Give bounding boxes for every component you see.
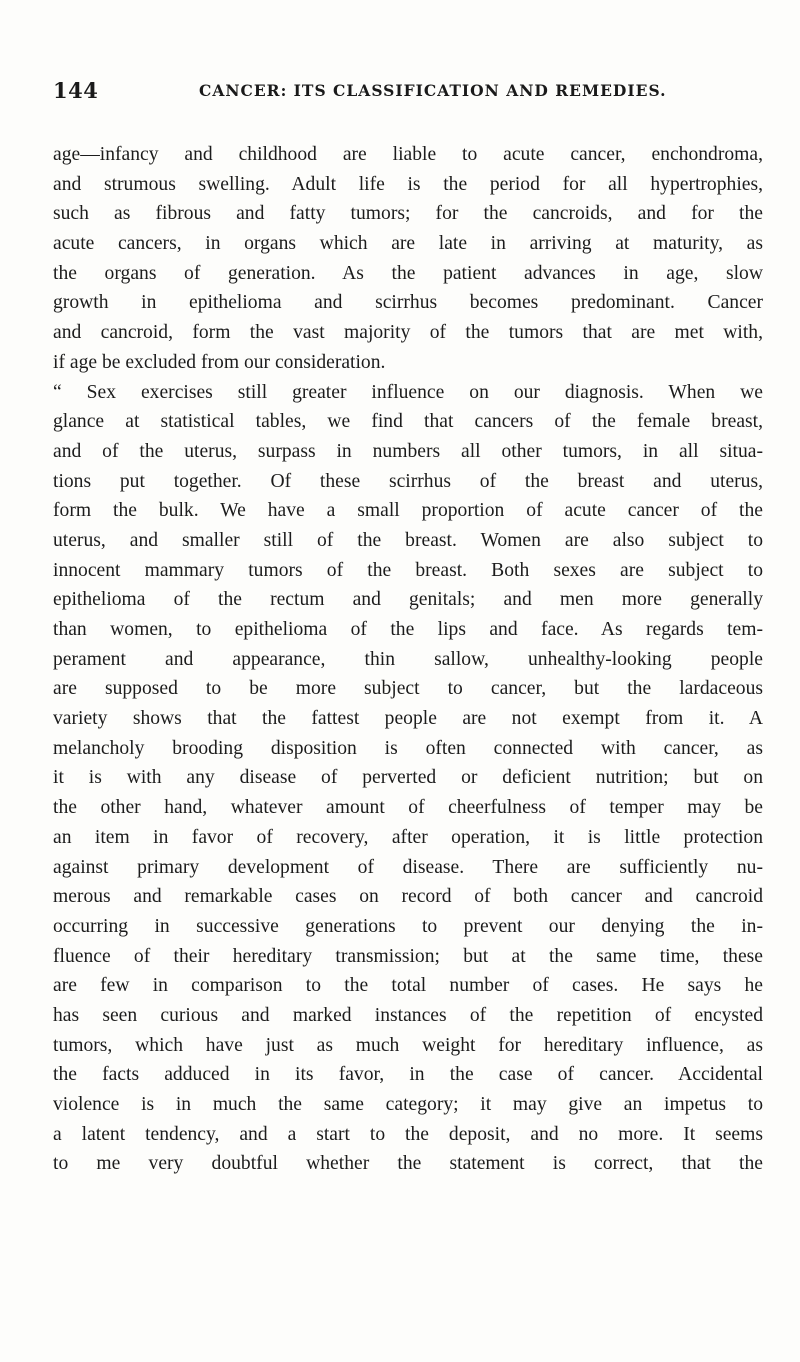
- text-line: “ Sex exercises still greater influence on our diagnosis. When we: [53, 381, 763, 403]
- running-head: CANCER: ITS CLASSIFICATION AND REMEDIES.: [199, 81, 667, 100]
- text-line: if age be excluded from our consideration.: [53, 351, 386, 373]
- text-line: and of the uterus, surpass in numbers all other tumors, in all situa-: [53, 440, 763, 462]
- text-line: than women, to epithelioma of the lips and face. As regards tem-: [53, 619, 763, 640]
- text-line: glance at statistical tables, we find that cancers of the female breast,: [53, 411, 763, 433]
- text-line: variety shows that the fattest people are not exempt from it. A: [53, 708, 763, 730]
- text-line: and cancroid, form the vast majority of the tumors that are met with,: [53, 322, 763, 344]
- text-line: tions put together. Of these scirrhus of the breast and uterus,: [53, 470, 763, 492]
- text-line: merous and remarkable cases on record of both cancer and cancroid: [53, 886, 763, 908]
- text-line: it is with any disease of perverted or deficient nutrition; but on: [53, 767, 763, 789]
- body-text: [53, 140, 763, 1179]
- text-line: perament and appearance, thin sallow, unhealthy-looking people: [53, 648, 763, 670]
- page-header: [53, 78, 771, 108]
- text-line: epithelioma of the rectum and genitals; and men more generally: [53, 589, 763, 611]
- text-line: are few in comparison to the total number of cases. He says he: [53, 975, 763, 997]
- text-line: form the bulk. We have a small proportion of acute cancer of the: [53, 500, 763, 522]
- page-number: 144: [53, 78, 99, 103]
- text-line: and strumous swelling. Adult life is the period for all hypertrophies,: [53, 173, 763, 195]
- text-line: uterus, and smaller still of the breast. Women are also subject to: [53, 529, 763, 551]
- text-line: has seen curious and marked instances of the repetition of encysted: [53, 1004, 763, 1026]
- text-line: violence is in much the same category; it may give an impetus to: [53, 1094, 763, 1115]
- text-line: the organs of generation. As the patient advances in age, slow: [53, 262, 763, 284]
- text-line: innocent mammary tumors of the breast. Both sexes are subject to: [53, 559, 763, 581]
- text-line: an item in favor of recovery, after operation, it is little protection: [53, 826, 763, 848]
- text-line: the other hand, whatever amount of cheerfulness of temper may be: [53, 797, 763, 819]
- text-line: to me very doubtful whether the statement is correct, that the: [53, 1153, 763, 1175]
- text-line: fluence of their hereditary transmission; but at the same time, these: [53, 945, 763, 967]
- text-line: growth in epithelioma and scirrhus becomes predominant. Cancer: [53, 292, 763, 314]
- text-line: are supposed to be more subject to cancer, but the lardaceous: [53, 678, 763, 700]
- text-line: occurring in successive generations to prevent our denying the in-: [53, 915, 763, 937]
- text-line: melancholy brooding disposition is often connected with cancer, as: [53, 737, 763, 759]
- text-line: the facts adduced in its favor, in the case of cancer. Accidental: [53, 1064, 763, 1086]
- text-line: acute cancers, in organs which are late in arriving at maturity, as: [53, 233, 763, 255]
- text-line: age—infancy and childhood are liable to acute cancer, enchondroma,: [53, 144, 763, 165]
- text-line: against primary development of disease. There are sufficiently nu-: [53, 856, 763, 878]
- text-line: a latent tendency, and a start to the deposit, and no more. It seems: [53, 1123, 763, 1145]
- text-line: tumors, which have just as much weight for hereditary influence, as: [53, 1034, 763, 1056]
- text-line: such as fibrous and fatty tumors; for the cancroids, and for the: [53, 203, 763, 225]
